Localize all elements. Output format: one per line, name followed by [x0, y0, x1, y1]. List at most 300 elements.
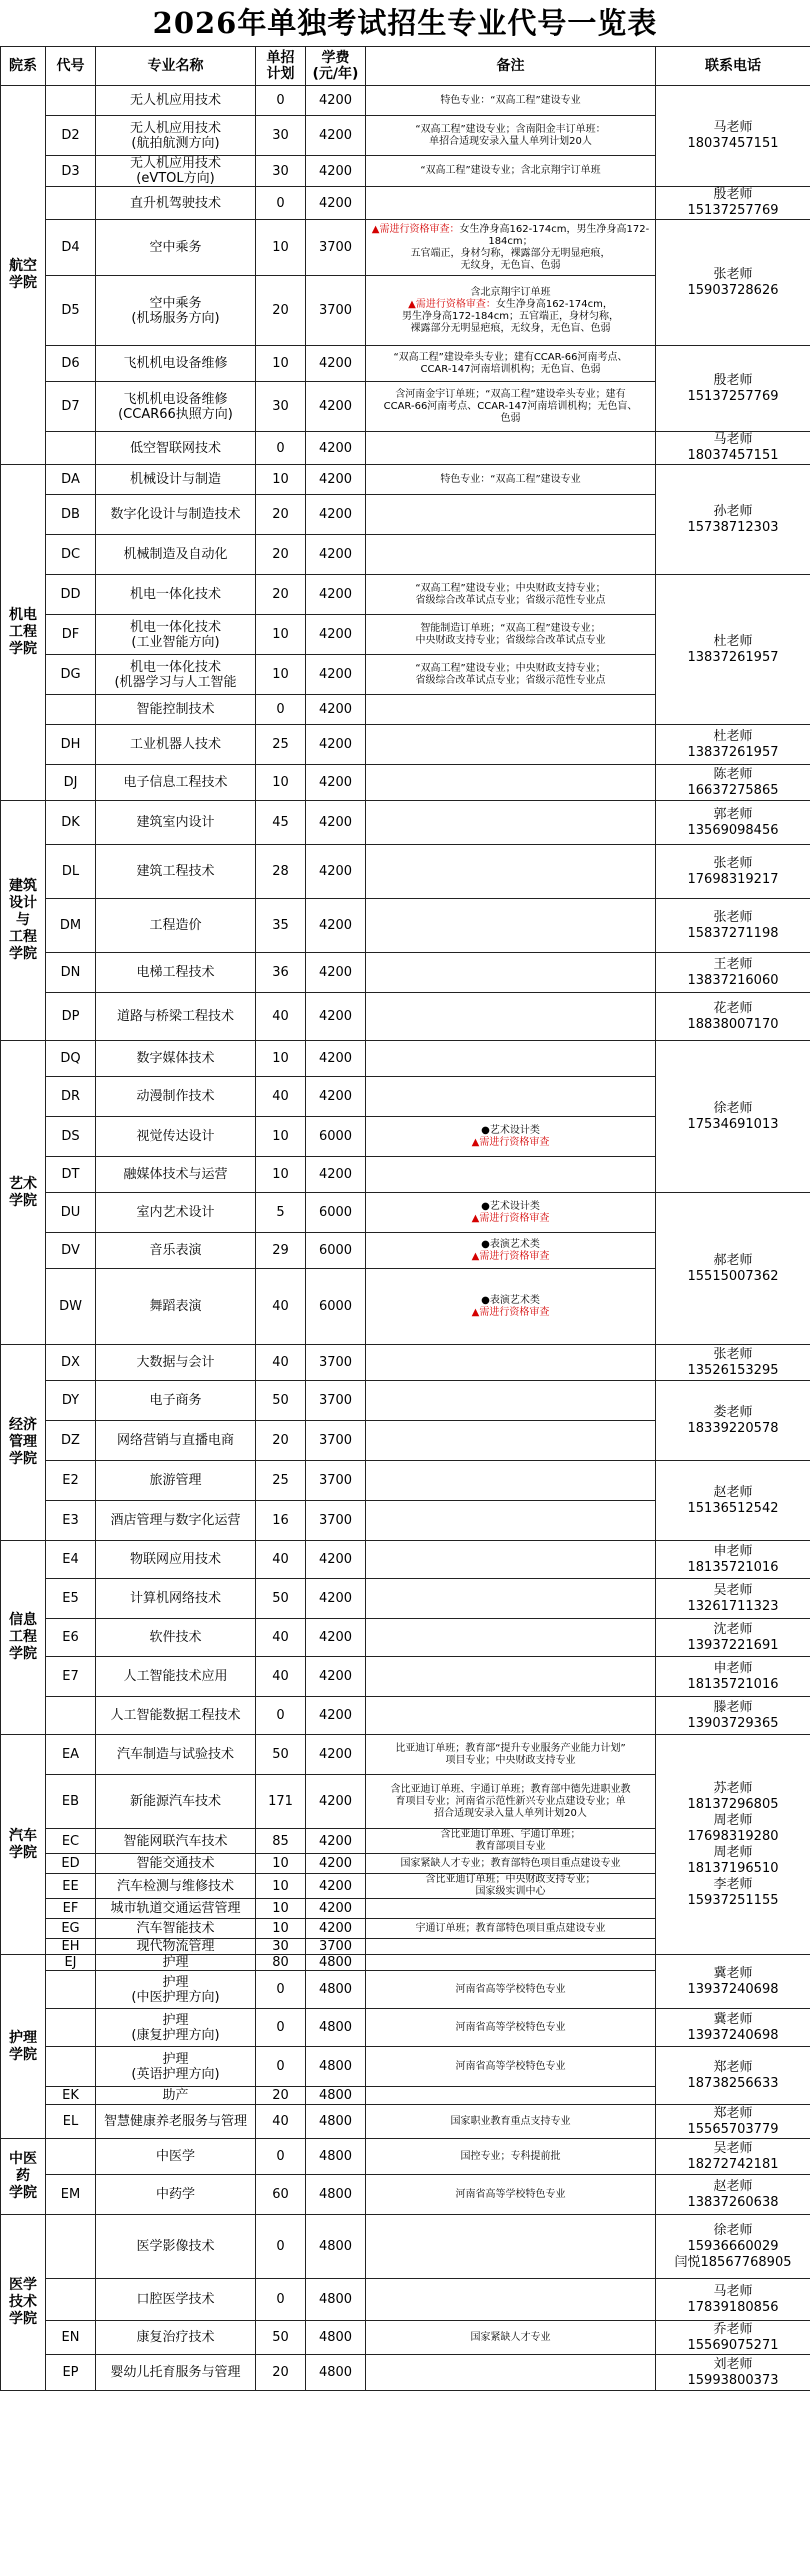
major-note [366, 2355, 656, 2391]
major-name: 护理 (中医护理方向) [96, 1971, 256, 2009]
college-cell: 经济 管理 学院 [1, 1345, 46, 1541]
major-name: 融媒体技术与运营 [96, 1157, 256, 1193]
major-code: DR [46, 1077, 96, 1117]
major-fee: 4200 [306, 1157, 366, 1193]
major-name: 护理 (英语护理方向) [96, 2047, 256, 2087]
major-name: 电子信息工程技术 [96, 765, 256, 801]
contact-cell: 乔老师 15569075271 [656, 2321, 810, 2355]
major-fee: 4800 [306, 2009, 366, 2047]
major-name: 电梯工程技术 [96, 953, 256, 993]
major-name: 无人机应用技术 [96, 86, 256, 116]
major-name: 直升机驾驶技术 [96, 187, 256, 220]
major-quota: 29 [256, 1233, 306, 1269]
major-code: EK [46, 2087, 96, 2105]
major-quota: 0 [256, 2139, 306, 2175]
major-fee: 3700 [306, 1381, 366, 1421]
major-quota: 36 [256, 953, 306, 993]
major-quota: 40 [256, 1269, 306, 1345]
major-note [366, 495, 656, 535]
major-note [366, 1041, 656, 1077]
major-fee: 4200 [306, 465, 366, 495]
major-quota: 171 [256, 1775, 306, 1829]
major-fee: 4200 [306, 1077, 366, 1117]
major-code: DZ [46, 1421, 96, 1461]
major-quota: 45 [256, 801, 306, 845]
major-quota: 40 [256, 1541, 306, 1579]
major-name: 新能源汽车技术 [96, 1775, 256, 1829]
table-row [1, 725, 810, 765]
major-note: ●表演艺术类 ▲需进行资格审查 [366, 1233, 656, 1269]
major-name: 医学影像技术 [96, 2215, 256, 2279]
major-name: 口腔医学技术 [96, 2279, 256, 2321]
major-fee: 4200 [306, 346, 366, 382]
major-fee: 4200 [306, 615, 366, 655]
contact-cell: 张老师 13526153295 [656, 1345, 810, 1381]
contact-cell: 陈老师 16637275865 [656, 765, 810, 801]
major-name: 电子商务 [96, 1381, 256, 1421]
table-row [1, 1345, 810, 1381]
major-name: 软件技术 [96, 1619, 256, 1657]
major-note [366, 2279, 656, 2321]
major-code: DS [46, 1117, 96, 1157]
major-code: EH [46, 1939, 96, 1955]
college-cell: 建筑 设计 与 工程 学院 [1, 801, 46, 1041]
major-code: DQ [46, 1041, 96, 1077]
major-code: E3 [46, 1501, 96, 1541]
table-row [1, 1579, 810, 1619]
major-name: 智能控制技术 [96, 695, 256, 725]
major-code: EB [46, 1775, 96, 1829]
major-fee: 4800 [306, 2105, 366, 2139]
major-code: DJ [46, 765, 96, 801]
major-quota: 5 [256, 1193, 306, 1233]
major-fee: 4200 [306, 845, 366, 899]
major-quota: 20 [256, 2087, 306, 2105]
major-name: 动漫制作技术 [96, 1077, 256, 1117]
major-quota: 35 [256, 899, 306, 953]
major-code: DF [46, 615, 96, 655]
major-quota: 10 [256, 1157, 306, 1193]
college-cell: 中医 药 学院 [1, 2139, 46, 2215]
major-fee: 4200 [306, 655, 366, 695]
major-name: 婴幼儿托育服务与管理 [96, 2355, 256, 2391]
major-quota: 10 [256, 220, 306, 276]
major-note [366, 1421, 656, 1461]
header-quota: 单招 计划 [256, 47, 306, 86]
major-quota: 20 [256, 575, 306, 615]
major-note: 河南省高等学校特色专业 [366, 2175, 656, 2215]
major-quota: 0 [256, 2279, 306, 2321]
major-note: ▲需进行资格审查：女生净身高162-174cm，男生净身高172-184cm； 五官端正，身材匀称，裸露部分无明显疤痕， 无纹身，无色盲、色弱 [366, 220, 656, 276]
major-note [366, 1077, 656, 1117]
major-code [46, 2009, 96, 2047]
contact-cell: 王老师 13837216060 [656, 953, 810, 993]
table-row [1, 346, 810, 382]
major-note [366, 1501, 656, 1541]
major-code: DH [46, 725, 96, 765]
major-note [366, 953, 656, 993]
major-quota: 10 [256, 655, 306, 695]
major-quota: 20 [256, 1421, 306, 1461]
major-note [366, 725, 656, 765]
college-cell: 护理 学院 [1, 1955, 46, 2139]
college-cell: 信息 工程 学院 [1, 1541, 46, 1735]
table-row [1, 1461, 810, 1501]
table-row [1, 2175, 810, 2215]
major-note [366, 1955, 656, 1971]
major-fee: 3700 [306, 1345, 366, 1381]
major-name: 智能网联汽车技术 [96, 1829, 256, 1854]
major-note: “双高工程”建设专业；中央财政支持专业； 省级综合改革试点专业；省级示范性专业点 [366, 575, 656, 615]
major-code: DT [46, 1157, 96, 1193]
table-row [1, 765, 810, 801]
major-name: 汽车检测与维修技术 [96, 1874, 256, 1899]
major-quota: 40 [256, 1657, 306, 1697]
major-fee: 4800 [306, 2047, 366, 2087]
major-note [366, 1541, 656, 1579]
major-note [366, 1461, 656, 1501]
major-fee: 4200 [306, 535, 366, 575]
major-fee: 4800 [306, 1971, 366, 2009]
major-fee: 4200 [306, 765, 366, 801]
table-row [1, 2009, 810, 2047]
major-code: EC [46, 1829, 96, 1854]
major-name: 空中乘务 (机场服务方向) [96, 276, 256, 346]
contact-cell: 刘老师 15993800373 [656, 2355, 810, 2391]
major-quota: 30 [256, 1939, 306, 1955]
major-name: 室内艺术设计 [96, 1193, 256, 1233]
major-note [366, 1157, 656, 1193]
major-code: EG [46, 1919, 96, 1939]
college-cell: 医学 技术 学院 [1, 2215, 46, 2391]
contact-cell: 郑老师 18738256633 [656, 2047, 810, 2105]
major-note: 智能制造订单班；“双高工程”建设专业； 中央财政支持专业；省级综合改革试点专业 [366, 615, 656, 655]
major-name: 机电一体化技术 (机器学习与人工智能 [96, 655, 256, 695]
contact-cell: 沈老师 13937221691 [656, 1619, 810, 1657]
major-note [366, 2215, 656, 2279]
major-quota: 40 [256, 993, 306, 1041]
major-code: EL [46, 2105, 96, 2139]
contact-cell: 赵老师 15136512542 [656, 1461, 810, 1541]
contact-cell: 马老师 18037457151 [656, 432, 810, 465]
table-row [1, 801, 810, 845]
major-quota: 10 [256, 1874, 306, 1899]
major-name: 无人机应用技术 (航拍航测方向) [96, 116, 256, 156]
major-code [46, 2139, 96, 2175]
contact-cell: 殷老师 15137257769 [656, 187, 810, 220]
major-note [366, 1657, 656, 1697]
major-name: 计算机网络技术 [96, 1579, 256, 1619]
major-name: 舞蹈表演 [96, 1269, 256, 1345]
major-name: 城市轨道交通运营管理 [96, 1899, 256, 1919]
contact-cell: 郑老师 15565703779 [656, 2105, 810, 2139]
major-code: E6 [46, 1619, 96, 1657]
major-code [46, 1971, 96, 2009]
major-note: 河南省高等学校特色专业 [366, 1971, 656, 2009]
major-code: DP [46, 993, 96, 1041]
major-quota: 80 [256, 1955, 306, 1971]
major-note [366, 765, 656, 801]
major-quota: 50 [256, 1735, 306, 1775]
table-row [1, 2047, 810, 2087]
contact-cell: 杜老师 13837261957 [656, 575, 810, 725]
major-note: 特色专业：“双高工程”建设专业 [366, 465, 656, 495]
major-code: EE [46, 1874, 96, 1899]
major-quota: 0 [256, 86, 306, 116]
major-code: E5 [46, 1579, 96, 1619]
major-quota: 0 [256, 1971, 306, 2009]
major-quota: 10 [256, 1919, 306, 1939]
major-note: 国家职业教育重点支持专业 [366, 2105, 656, 2139]
major-name: 机械制造及自动化 [96, 535, 256, 575]
major-quota: 0 [256, 2215, 306, 2279]
major-quota: 40 [256, 2105, 306, 2139]
major-name: 机电一体化技术 (工业智能方向) [96, 615, 256, 655]
contact-cell: 申老师 18135721016 [656, 1541, 810, 1579]
major-code: E7 [46, 1657, 96, 1697]
contact-cell: 张老师 15903728626 [656, 220, 810, 346]
major-fee: 4200 [306, 899, 366, 953]
major-quota: 0 [256, 1697, 306, 1735]
header-code: 代号 [46, 47, 96, 86]
major-quota: 85 [256, 1829, 306, 1854]
table-row [1, 1381, 810, 1421]
major-name: 网络营销与直播电商 [96, 1421, 256, 1461]
major-fee: 4800 [306, 2355, 366, 2391]
major-name: 护理 [96, 1955, 256, 1971]
major-name: 工程造价 [96, 899, 256, 953]
major-quota: 50 [256, 1579, 306, 1619]
major-note [366, 1939, 656, 1955]
table-row [1, 465, 810, 495]
major-code: EJ [46, 1955, 96, 1971]
major-note [366, 2087, 656, 2105]
major-name: 护理 (康复护理方向) [96, 2009, 256, 2047]
table-row [1, 2321, 810, 2355]
major-note [366, 1345, 656, 1381]
major-quota: 10 [256, 1854, 306, 1874]
major-code: ED [46, 1854, 96, 1874]
major-note [366, 1899, 656, 1919]
table-row [1, 2355, 810, 2391]
major-fee: 4200 [306, 432, 366, 465]
major-code: E2 [46, 1461, 96, 1501]
major-code: E4 [46, 1541, 96, 1579]
major-quota: 20 [256, 276, 306, 346]
major-quota: 0 [256, 2047, 306, 2087]
major-code: D6 [46, 346, 96, 382]
header-college: 院系 [1, 47, 46, 86]
major-note [366, 801, 656, 845]
major-name: 康复治疗技术 [96, 2321, 256, 2355]
major-note: 特色专业：“双高工程”建设专业 [366, 86, 656, 116]
major-fee: 6000 [306, 1117, 366, 1157]
major-note: ●艺术设计类 ▲需进行资格审查 [366, 1193, 656, 1233]
major-quota: 30 [256, 156, 306, 187]
major-quota: 10 [256, 465, 306, 495]
major-fee: 4200 [306, 1619, 366, 1657]
major-name: 机械设计与制造 [96, 465, 256, 495]
major-code [46, 2047, 96, 2087]
major-name: 飞机机电设备维修 (CCAR66执照方向) [96, 382, 256, 432]
major-note [366, 1579, 656, 1619]
contact-cell: 吴老师 13261711323 [656, 1579, 810, 1619]
major-quota: 40 [256, 1345, 306, 1381]
major-note: 国控专业；专科提前批 [366, 2139, 656, 2175]
major-note [366, 1381, 656, 1421]
major-quota: 40 [256, 1619, 306, 1657]
major-note: 国家紧缺人才专业；教育部特色项目重点建设专业 [366, 1854, 656, 1874]
major-code: DG [46, 655, 96, 695]
table-row [1, 1735, 810, 1775]
major-quota: 10 [256, 1041, 306, 1077]
major-note: 含比亚迪订单班；中央财政支持专业； 国家级实训中心 [366, 1874, 656, 1899]
major-name: 低空智联网技术 [96, 432, 256, 465]
major-quota: 0 [256, 695, 306, 725]
major-code: DN [46, 953, 96, 993]
contact-cell: 杜老师 13837261957 [656, 725, 810, 765]
major-quota: 0 [256, 2009, 306, 2047]
major-name: 工业机器人技术 [96, 725, 256, 765]
table-row [1, 1619, 810, 1657]
major-fee: 4200 [306, 1697, 366, 1735]
table-row [1, 220, 810, 276]
major-quota: 20 [256, 535, 306, 575]
major-fee: 3700 [306, 1421, 366, 1461]
table-row [1, 1541, 810, 1579]
major-fee: 4200 [306, 695, 366, 725]
major-code: D7 [46, 382, 96, 432]
major-note [366, 187, 656, 220]
table-row [1, 1955, 810, 1971]
table-row [1, 575, 810, 615]
table-row [1, 2105, 810, 2139]
major-note: “双高工程”建设牵头专业；建有CCAR-66河南考点、 CCAR-147河南培训机构；无色盲、色弱 [366, 346, 656, 382]
major-fee: 3700 [306, 1501, 366, 1541]
major-note [366, 1697, 656, 1735]
major-fee: 4200 [306, 156, 366, 187]
major-name: 汽车智能技术 [96, 1919, 256, 1939]
major-code [46, 187, 96, 220]
major-fee: 6000 [306, 1269, 366, 1345]
major-code: DY [46, 1381, 96, 1421]
table-row [1, 432, 810, 465]
major-code: EF [46, 1899, 96, 1919]
major-fee: 3700 [306, 1461, 366, 1501]
major-code: DC [46, 535, 96, 575]
major-fee: 4200 [306, 1775, 366, 1829]
major-note: 比亚迪订单班；教育部“提升专业服务产业能力计划” 项目专业；中央财政支持专业 [366, 1735, 656, 1775]
major-quota: 30 [256, 382, 306, 432]
table-row [1, 1041, 810, 1077]
major-fee: 4200 [306, 495, 366, 535]
major-fee: 4800 [306, 2279, 366, 2321]
major-name: 中医学 [96, 2139, 256, 2175]
major-code [46, 2215, 96, 2279]
major-quota: 20 [256, 2355, 306, 2391]
major-name: 助产 [96, 2087, 256, 2105]
major-code: DV [46, 1233, 96, 1269]
major-quota: 0 [256, 187, 306, 220]
major-fee: 4200 [306, 801, 366, 845]
major-fee: 4200 [306, 1899, 366, 1919]
major-name: 飞机机电设备维修 [96, 346, 256, 382]
major-note: 河南省高等学校特色专业 [366, 2009, 656, 2047]
major-fee: 4200 [306, 1829, 366, 1854]
header-contact: 联系电话 [656, 47, 810, 86]
contact-cell: 徐老师 15936660029 闫悦18567768905 [656, 2215, 810, 2279]
major-fee: 4200 [306, 1579, 366, 1619]
contact-cell: 花老师 18838007170 [656, 993, 810, 1041]
header-fee: 学费 (元/年) [306, 47, 366, 86]
major-quota: 40 [256, 1077, 306, 1117]
major-note: “双高工程”建设专业；含南阳金丰订单班： 单招合适现安录入量人单列计划20人 [366, 116, 656, 156]
major-fee: 6000 [306, 1233, 366, 1269]
major-quota: 60 [256, 2175, 306, 2215]
major-quota: 30 [256, 116, 306, 156]
college-cell: 汽车 学院 [1, 1735, 46, 1955]
contact-cell: 徐老师 17534691013 [656, 1041, 810, 1193]
table-row [1, 1657, 810, 1697]
major-note: 含比亚迪订单班、宇通订单班；教育部中德先进职业教 育项目专业；河南省示范性新兴专业点建设专业；单 招合适现安录入量人单列计划20人 [366, 1775, 656, 1829]
major-name: 建筑室内设计 [96, 801, 256, 845]
major-note [366, 432, 656, 465]
contact-cell: 冀老师 13937240698 [656, 1955, 810, 2009]
table-row [1, 1697, 810, 1735]
major-code: EM [46, 2175, 96, 2215]
major-note [366, 845, 656, 899]
major-fee: 4200 [306, 993, 366, 1041]
major-name: 物联网应用技术 [96, 1541, 256, 1579]
major-fee: 4200 [306, 1657, 366, 1697]
major-fee: 4200 [306, 953, 366, 993]
table-row [1, 187, 810, 220]
major-name: 建筑工程技术 [96, 845, 256, 899]
major-fee: 3700 [306, 220, 366, 276]
major-code: EN [46, 2321, 96, 2355]
major-quota: 10 [256, 765, 306, 801]
major-quota: 10 [256, 1117, 306, 1157]
major-note: “双高工程”建设专业；含北京翔宇订单班 [366, 156, 656, 187]
major-quota: 10 [256, 346, 306, 382]
major-note: 含北京翔宇订单班 ▲需进行资格审查：女生净身高162-174cm， 男生净身高172-184cm；五官端正，身材匀称， 裸露部分无明显疤痕，无纹身，无色盲、色弱 [366, 276, 656, 346]
major-name: 无人机应用技术 (eVTOL方向) [96, 156, 256, 187]
major-note: ●表演艺术类 ▲需进行资格审查 [366, 1269, 656, 1345]
table-row [1, 2139, 810, 2175]
major-fee: 4200 [306, 1854, 366, 1874]
table-row [1, 2279, 810, 2321]
major-code: D3 [46, 156, 96, 187]
contact-cell: 冀老师 13937240698 [656, 2009, 810, 2047]
table-row [1, 845, 810, 899]
major-fee: 4200 [306, 1735, 366, 1775]
major-quota: 10 [256, 1899, 306, 1919]
contact-cell: 马老师 18037457151 [656, 86, 810, 187]
major-quota: 20 [256, 495, 306, 535]
contact-cell: 吴老师 18272742181 [656, 2139, 810, 2175]
major-fee: 4200 [306, 187, 366, 220]
major-code: DX [46, 1345, 96, 1381]
college-cell: 航空 学院 [1, 86, 46, 465]
table-row [1, 86, 810, 116]
major-code: DL [46, 845, 96, 899]
major-code: DW [46, 1269, 96, 1345]
contact-cell: 张老师 17698319217 [656, 845, 810, 899]
major-note: 含比亚迪订单班、宇通订单班； 教育部项目专业 [366, 1829, 656, 1854]
major-code [46, 86, 96, 116]
major-name: 机电一体化技术 [96, 575, 256, 615]
major-quota: 50 [256, 2321, 306, 2355]
